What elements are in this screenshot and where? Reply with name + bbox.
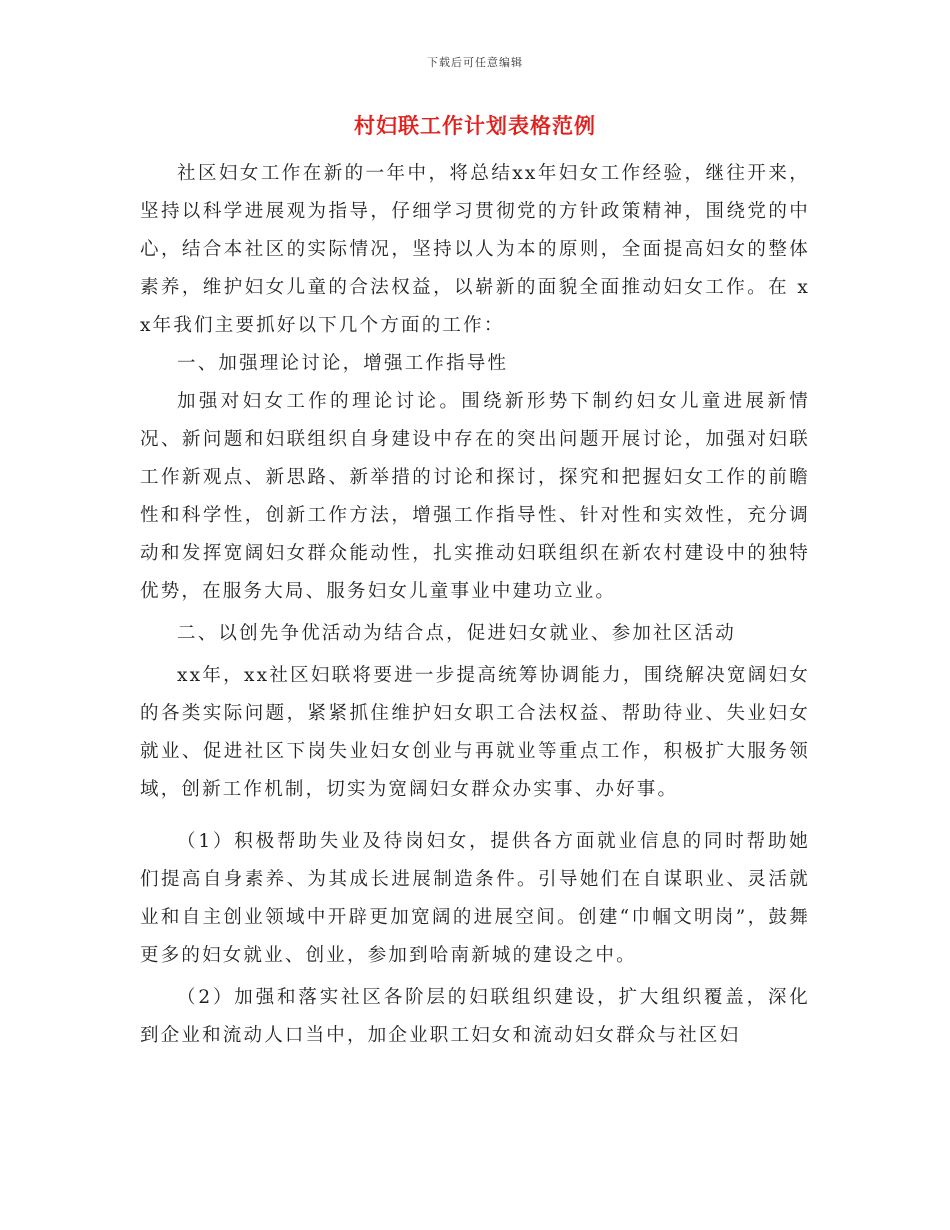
paragraph-item-1: （1）积极帮助失业及待岗妇女，提供各方面就业信息的同时帮助她们提高自身素养、为其成长进展制造条件。引导她们在自谋职业、灵活就业和自主创业领域中开辟更加宽阔的进展空间。创建“巾帼文明岗”，鼓舞更多的妇女就业、创业，参加到哈南新城的建设之中。 (140, 831, 810, 966)
paragraph-item-2: （2）加强和落实社区各阶层的妇联组织建设，扩大组织覆盖，深化到企业和流动人口当中，加企业职工妇女和流动妇女群众与社区妇 (140, 987, 810, 1046)
section-heading-1: 一、加强理论讨论，增强工作指导性 (177, 353, 509, 374)
paragraph-intro: 社区妇女工作在新的一年中，将总结xx年妇女工作经验，继往开来，坚持以科学进展观为指导，仔细学习贯彻党的方针政策精神，围绕党的中心，结合本社区的实际情况，坚持以人为本的原则，全面提高妇女的整体素养，维护妇女儿童的合法权益，以崭新的面貌全面推动妇女工作。在 xx年我们主要抓好以下几个方面的工作： (140, 163, 810, 336)
section-heading-2: 二、以创先争优活动为结合点，促进妇女就业、参加社区活动 (177, 623, 736, 644)
paragraph-section-1: 加强对妇女工作的理论讨论。围绕新形势下制约妇女儿童进展新情况、新问题和妇联组织自身建设中存在的突出问题开展讨论，加强对妇联工作新观点、新思路、新举措的讨论和探讨，探究和把握妇女工作的前瞻性和科学性，创新工作方法，增强工作指导性、针对性和实效性，充分调动和发挥宽阔妇女群众能动性，扎实推动妇联组织在新农村建设中的独特优势，在服务大局、服务妇女儿童事业中建功立业。 (140, 391, 810, 602)
header-note: 下载后可任意编辑 (427, 56, 523, 69)
document-body (140, 155, 810, 1055)
paragraph-section-2: xx年，xx社区妇联将要进一步提高统筹协调能力，围绕解决宽阔妇女的各类实际问题，紧紧抓住维护妇女职工合法权益、帮助待业、失业妇女就业、促进社区下岗失业妇女创业与再就业等重点工作，积极扩大服务领域，创新工作机制，切实为宽阔妇女群众办实事、办好事。 (140, 665, 810, 800)
document-title: 村妇联工作计划表格范例 (354, 113, 596, 138)
